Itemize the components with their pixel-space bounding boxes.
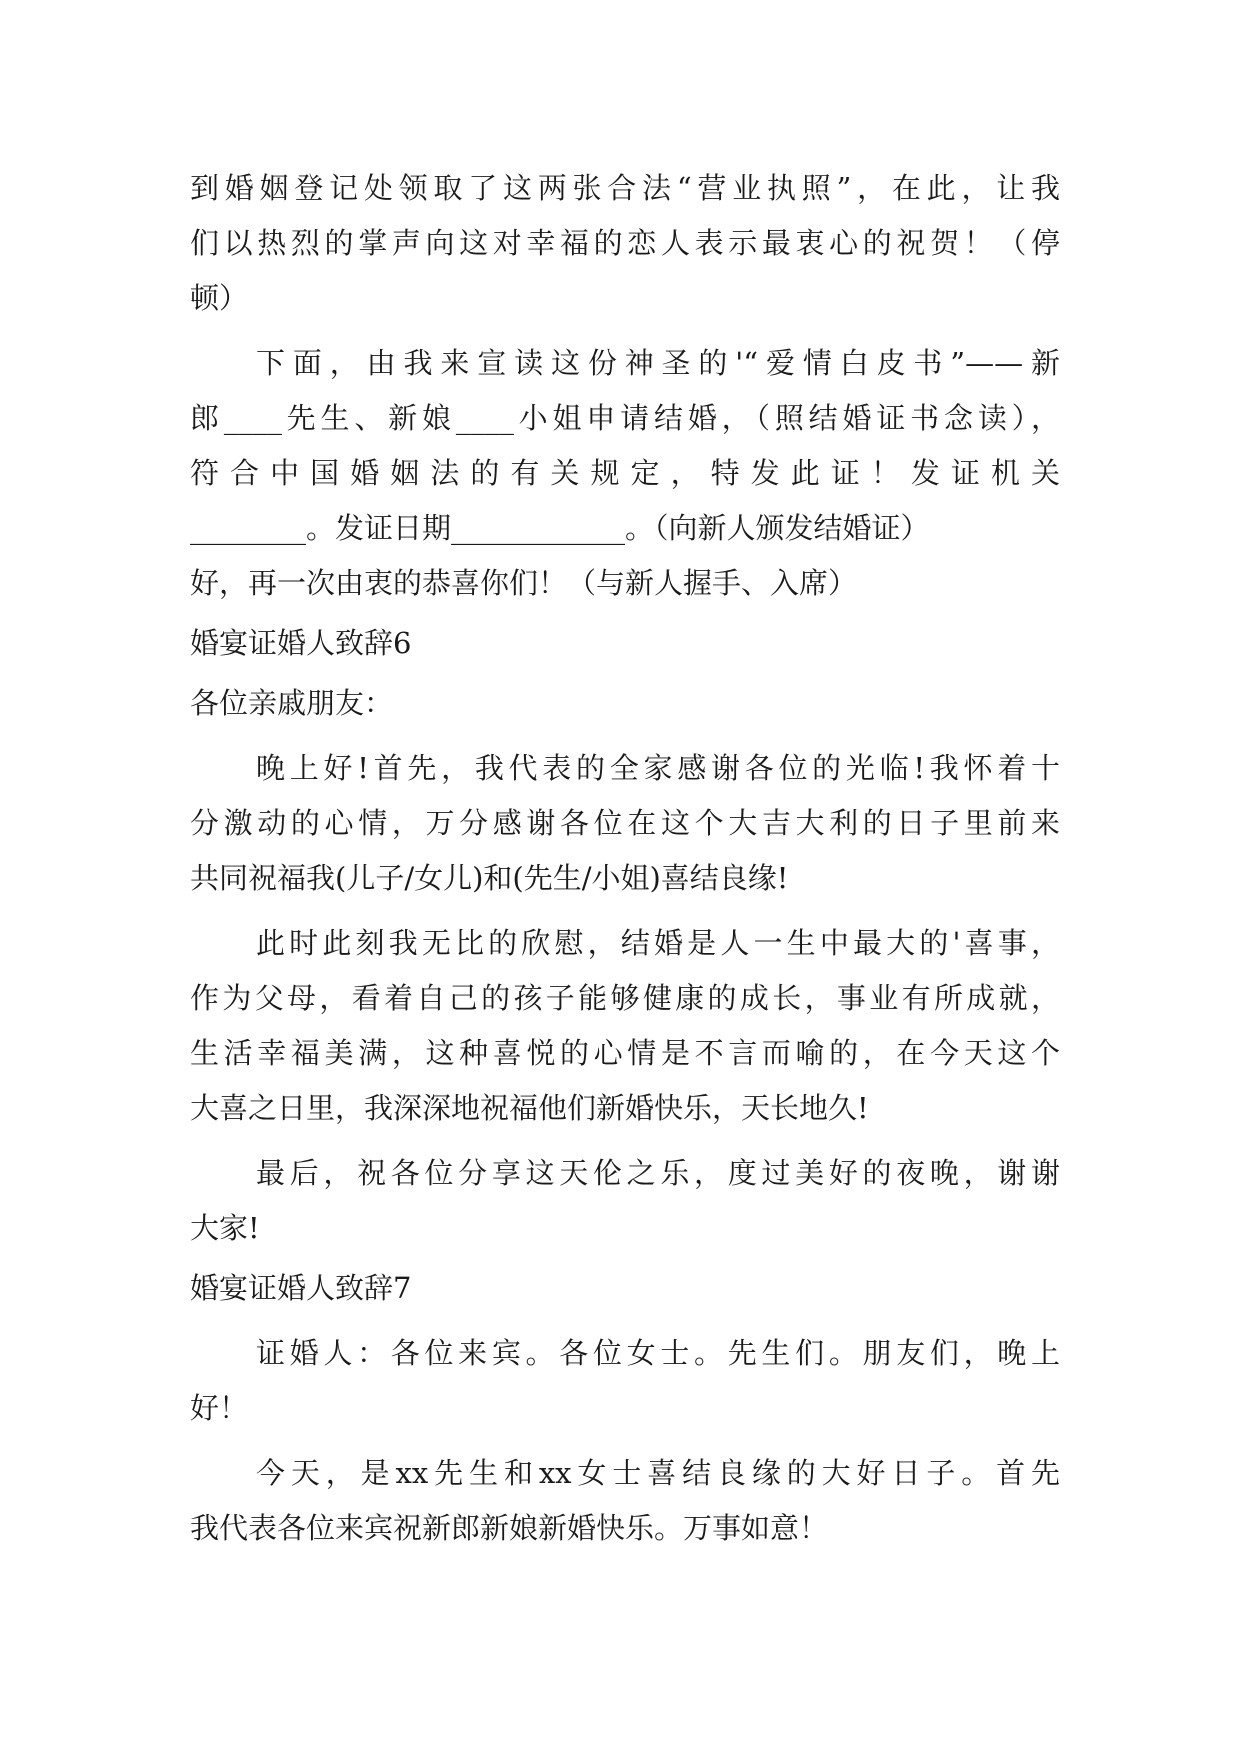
paragraph-line: 此时此刻我无比的欣慰，结婚是人一生中最大的'喜事， (256, 926, 1060, 960)
text-line: 符合中国婚姻法的有关规定，特发此证！发证机关 (190, 456, 1060, 490)
paragraph-line: 最后，祝各位分享这天伦之乐，度过美好的夜晚，谢谢 (256, 1156, 1060, 1190)
section-heading: 婚宴证婚人致辞7 (190, 1271, 412, 1305)
text-line: 好！ (190, 1391, 249, 1425)
text-line: 大家! (190, 1211, 260, 1245)
section-heading: 婚宴证婚人致辞6 (190, 626, 412, 660)
text-line: 作为父母，看着自己的孩子能够健康的成长，事业有所成就， (190, 981, 1060, 1015)
text-line: 分激动的心情，万分感谢各位在这个大吉大利的日子里前来 (190, 806, 1060, 840)
text-line: 共同祝福我(儿子/女儿)和(先生/小姐)喜结良缘! (190, 861, 789, 895)
salutation: 各位亲戚朋友： (190, 686, 394, 720)
paragraph-line: 下面，由我来宣读这份神圣的'“爱情白皮书”——新 (256, 346, 1060, 380)
text-line: 生活幸福美满，这种喜悦的心情是不言而喻的，在今天这个 (190, 1036, 1060, 1070)
text-line: 顿） (190, 281, 249, 315)
text-line: 到婚姻登记处领取了这两张合法“营业执照”，在此，让我 (190, 171, 1060, 205)
text-line: 好，再一次由衷的恭喜你们！（与新人握手、入席） (190, 566, 858, 600)
paragraph-line: 今天，是xx先生和xx女士喜结良缘的大好日子。首先 (256, 1456, 1060, 1490)
text-line: 们以热烈的掌声向这对幸福的恋人表示最衷心的祝贺！（停 (190, 226, 1060, 260)
text-line: 大喜之日里，我深深地祝福他们新婚快乐，天长地久! (190, 1091, 869, 1125)
text-line: 郎____先生、新娘____小姐申请结婚，（照结婚证书念读）， (190, 401, 1060, 435)
text-line: ________。发证日期____________。（向新人颁发结婚证） (190, 511, 930, 545)
text-line: 我代表各位来宾祝新郎新娘新婚快乐。万事如意！ (190, 1511, 829, 1545)
paragraph-line: 证婚人：各位来宾。各位女士。先生们。朋友们，晚上 (256, 1336, 1060, 1370)
paragraph-line: 晚上好!首先，我代表的全家感谢各位的光临!我怀着十 (256, 751, 1060, 785)
